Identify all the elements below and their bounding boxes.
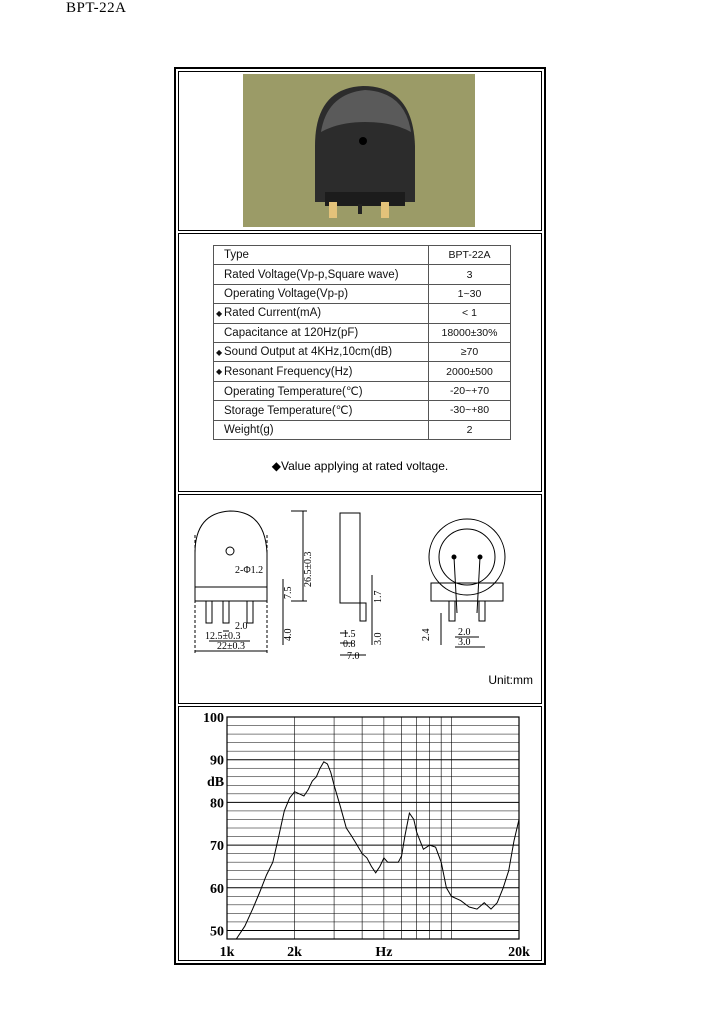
y-tick-label: 50 [210, 924, 224, 940]
spec-label [214, 284, 429, 303]
dim-upper: 7.5 [283, 586, 294, 599]
dim-side-top: 1.7 [373, 590, 384, 603]
spec-label-text: Rated Current(mA) [224, 307, 322, 320]
table-header-row [214, 246, 511, 265]
spec-row [214, 342, 511, 361]
spec-row [214, 284, 511, 303]
frequency-response-chart [179, 707, 541, 960]
spec-label-text: Weight(g) [224, 423, 274, 436]
dim-pin-width: 2.0 [235, 621, 248, 632]
side-view-pin [360, 603, 366, 621]
chart-grid [227, 717, 519, 939]
spec-value: BPT-22A [429, 246, 511, 265]
y-tick-label: 60 [210, 881, 224, 897]
series-line [236, 762, 519, 939]
spec-value: 2000±500 [429, 362, 511, 381]
side-view-outline [340, 513, 360, 603]
dim-side-b: 0.8 [343, 639, 356, 650]
diamond-bullet-icon: ◆ [216, 367, 223, 377]
spec-label-text: Storage Temperature(℃) [224, 405, 353, 418]
dim-hole-label: 2-Φ1.2 [235, 565, 264, 576]
spec-label [214, 342, 429, 361]
frequency-response-panel [178, 706, 542, 961]
dim-side-c: 3.0 [373, 632, 384, 645]
rear-pin-right [479, 601, 485, 621]
spec-value: 2 [429, 420, 511, 439]
rear-view-outline [429, 519, 505, 595]
dim-pin-length: 4.0 [283, 628, 294, 641]
spec-row [214, 323, 511, 342]
dim-rear-a: 2.4 [421, 628, 432, 641]
dim-pin-spacing: 12.5±0.3 [205, 631, 241, 642]
pin-center [358, 204, 362, 214]
spec-label-text: Capacitance at 120Hz(pF) [224, 326, 359, 339]
y-axis-label: dB [207, 775, 225, 791]
dimension-drawing [179, 495, 541, 703]
x-tick-label: 20k [508, 945, 530, 960]
spec-row [214, 401, 511, 420]
spec-label-text: Operating Temperature(℃) [224, 385, 363, 398]
spec-label [214, 304, 429, 323]
pin-right [381, 202, 389, 218]
x-tick-label: 2k [287, 945, 302, 960]
dim-side-a: 1.5 [343, 629, 356, 640]
unit-label: Unit:mm [488, 673, 533, 687]
spec-label [214, 362, 429, 381]
product-photo-panel [178, 71, 542, 231]
specifications-panel [178, 233, 542, 492]
front-pin-right [247, 601, 253, 623]
front-pin-center [223, 601, 229, 623]
y-tick-label: 100 [203, 711, 224, 726]
diamond-bullet-icon: ◆ [216, 347, 223, 357]
dim-rear-b: 2.0 [458, 627, 471, 638]
y-tick-label: 90 [210, 753, 224, 769]
spec-value: -20~+70 [429, 381, 511, 400]
diamond-bullet-icon: ◆ [216, 309, 223, 319]
spec-row [214, 420, 511, 439]
rear-pin-left [449, 601, 455, 621]
spec-value: 18000±30% [429, 323, 511, 342]
spec-label-text: Sound Output at 4KHz,10cm(dB) [224, 346, 393, 359]
document-title: BPT-22A [66, 0, 127, 16]
spec-label-text: Resonant Frequency(Hz) [224, 365, 353, 378]
specifications-table [213, 245, 511, 440]
spec-value: 1~30 [429, 284, 511, 303]
spec-value: 3 [429, 265, 511, 284]
sound-hole [359, 137, 367, 145]
x-axis-label: Hz [375, 945, 393, 960]
x-tick-label: 1k [219, 945, 235, 960]
spec-label [214, 420, 429, 439]
spec-row [214, 304, 511, 323]
spec-label [214, 401, 429, 420]
spec-label [214, 323, 429, 342]
y-tick-label: 80 [210, 796, 224, 812]
footnote: ◆Value applying at rated voltage. [271, 459, 449, 473]
rear-view-inner-ring [439, 529, 495, 585]
spec-row [214, 362, 511, 381]
spec-value: -30~+80 [429, 401, 511, 420]
spec-row [214, 381, 511, 400]
y-tick-label: 70 [210, 839, 224, 855]
dimension-drawing-panel [178, 494, 542, 704]
buzzer-illustration [243, 74, 475, 227]
front-view-hole [226, 547, 234, 555]
spec-label-text: Operating Voltage(Vp-p) [224, 287, 349, 300]
dim-side-depth: 7.0 [347, 651, 360, 662]
spec-label [214, 381, 429, 400]
spec-label-text: Rated Voltage(Vp-p,Square wave) [224, 268, 399, 281]
spec-label: Type [214, 246, 429, 265]
spec-row [214, 265, 511, 284]
front-view-base [195, 587, 267, 601]
spec-value: ≥70 [429, 342, 511, 361]
spec-value: < 1 [429, 304, 511, 323]
spec-label [214, 265, 429, 284]
product-photo [243, 74, 475, 227]
front-pin-left [206, 601, 212, 623]
dim-width: 22±0.3 [217, 641, 245, 652]
dim-height: 26.5±0.3 [303, 551, 314, 587]
dim-rear-c: 3.0 [458, 637, 471, 648]
pin-left [329, 202, 337, 218]
